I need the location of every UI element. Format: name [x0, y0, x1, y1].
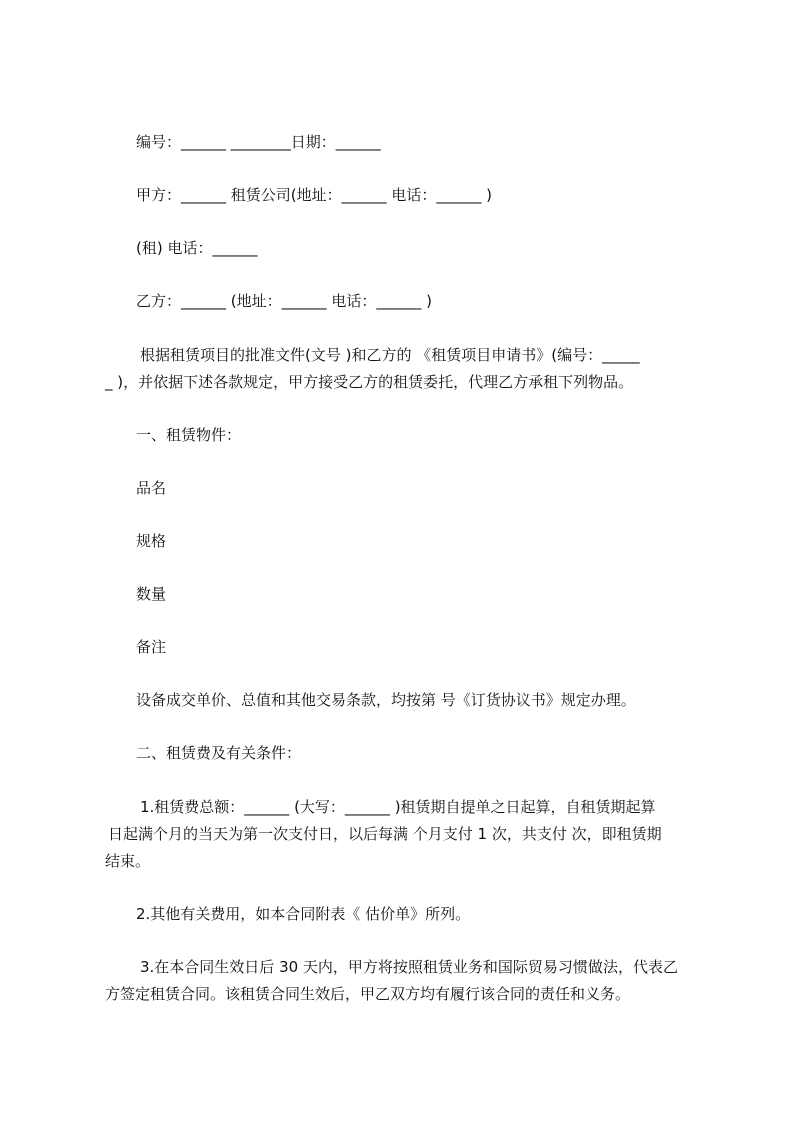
- rent-phone-line: (租) 电话：______: [136, 239, 258, 257]
- clause-3-line-2: 方签定租赁合同。该租赁合同生效后，甲乙双方均有履行该合同的责任和义务。: [105, 985, 631, 1003]
- contract-number-date-line: 编号：______ ________日期：______: [136, 133, 381, 151]
- party-b-line: 乙方：______ (地址：______ 电话：______ ): [136, 292, 433, 310]
- item-name-label: 品名: [136, 479, 167, 497]
- party-a-line: 甲方：______ 租赁公司(地址：______ 电话：______ ): [136, 186, 493, 204]
- clause-1-line-2: 日起满个月的当天为第一次支付日，以后每满 个月支付 1 次，共支付 次，即租赁期: [108, 825, 662, 843]
- section-2-title: 二、租赁费及有关条件：: [136, 744, 302, 762]
- clause-2-line: 2.其他有关费用，如本合同附表《 估价单》所列。: [136, 905, 471, 923]
- clause-1-line-3: 结束。: [105, 852, 151, 870]
- intro-paragraph-line-1: 根据租赁项目的批准文件(文号 )和乙方的 《租赁项目申请书》(编号：_____: [140, 346, 640, 364]
- terms-note-line: 设备成交单价、总值和其他交易条款，均按第 号《订货协议书》规定办理。: [136, 691, 636, 709]
- clause-3-line-1: 3.在本合同生效日后 30 天内，甲方将按照租赁业务和国际贸易习惯做法，代表乙: [140, 958, 678, 976]
- item-spec-label: 规格: [136, 532, 167, 550]
- item-quantity-label: 数量: [136, 585, 167, 603]
- item-note-label: 备注: [136, 638, 167, 656]
- clause-1-line-1: 1.租赁费总额：______ (大写：______ )租赁期自提单之日起算，自租赁期起算: [140, 798, 656, 816]
- intro-paragraph-line-2: _ )，并依据下述各款规定，甲方接受乙方的租赁委托，代理乙方承租下列物品。: [105, 373, 634, 391]
- section-1-title: 一、租赁物件：: [136, 426, 242, 444]
